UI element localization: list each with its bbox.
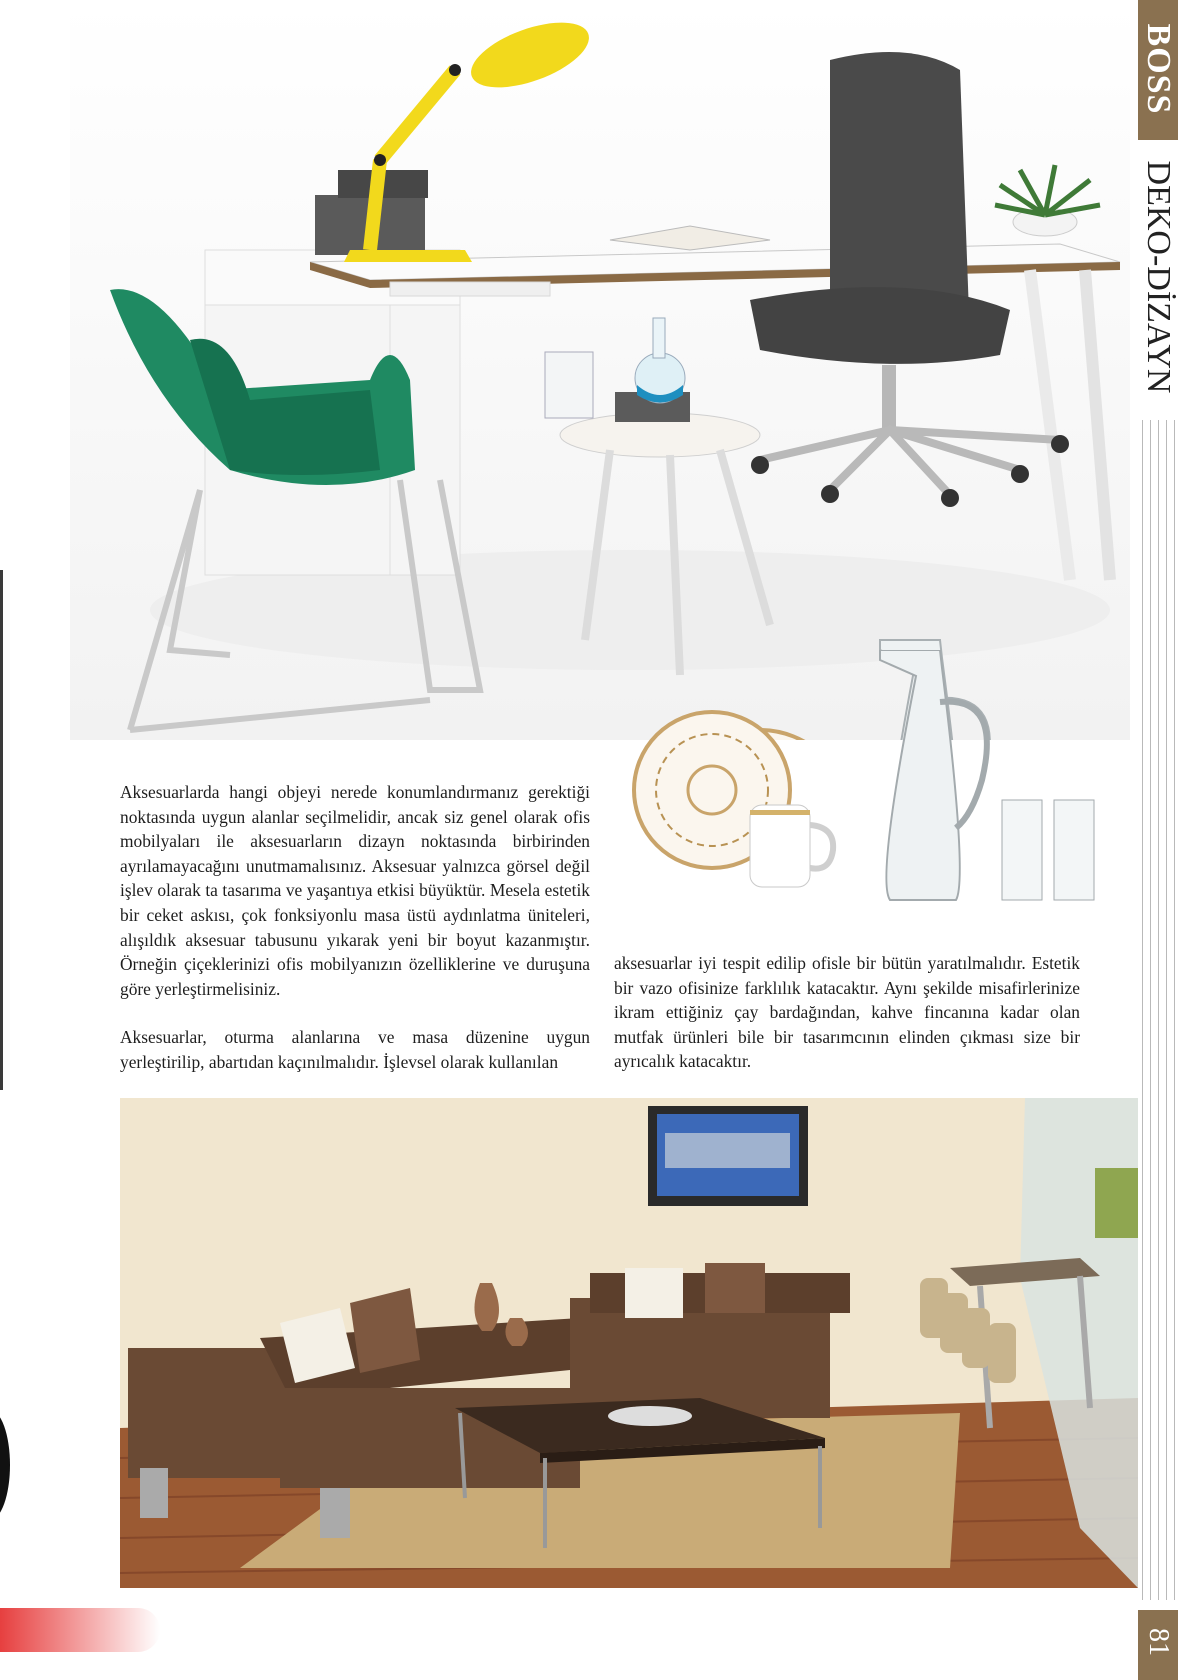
- tableware-photo: [630, 650, 1110, 920]
- article-right-column: [614, 951, 1080, 1098]
- edge-mark: [0, 570, 3, 1090]
- office-photo: [70, 0, 1130, 740]
- lounge-photo: [120, 1098, 1138, 1588]
- tableware-illustration: [630, 650, 1110, 920]
- spine-rule: [1142, 420, 1143, 1600]
- lounge-illustration: [120, 1098, 1138, 1588]
- edge-mark: [0, 1608, 160, 1652]
- spine-rule: [1174, 420, 1175, 1600]
- article-left-column: [120, 780, 590, 1099]
- paragraph: Aksesuarlar, oturma alanlarına ve masa düzenine uygun yerleştirilip, abartıdan kaçınılmalıdır. İşlevsel olarak kullanılan: [120, 1027, 590, 1072]
- spine-rule: [1166, 420, 1167, 1600]
- edge-mark: [0, 1410, 10, 1520]
- spine-rule: [1158, 420, 1159, 1600]
- paragraph: aksesuarlar iyi tespit edilip ofisle bir bütün yaratılmalıdır. Estetik bir vazo ofisinize farklılık katacaktır. Aynı şekilde misafirlerinize ikram ettiğiniz çay bardağından, kahve fincanına kadar olan mutfak ürünleri bile bir tasarımcının elinden çıkması size bir ayrıcalık katacaktır.: [614, 953, 1080, 1072]
- office-furniture-illustration: [70, 0, 1130, 740]
- page-number: 81: [1138, 1610, 1178, 1680]
- spine-rule: [1150, 420, 1151, 1600]
- brand-label: BOSS: [1138, 0, 1178, 140]
- paragraph: Aksesuarlarda hangi objeyi nerede konumlandırmanız gerektiği noktasında uygun alanlar seçilmelidir, ancak siz genel olarak ofis mobilyaları ile aksesuarların dizayn noktasında birbirinden ayrılamayacağını unutmamalısınız. Aksesuar yalnızca görsel değil işlev olarak ta tasarıma ve yaşantıya etkisi büyüktür. Mesela estetik bir ceket askısı, çok fonksiyonlu masa üstü aydınlatma üniteleri, alışıldık aksesuar tabusunu yıkarak yeni bir boyut kazanmıştır. Örneğin çiçeklerinizi ofis mobilyanızın özelliklerine ve duruşuna göre yerleştirmelisiniz.: [120, 782, 590, 999]
- section-title: DEKO-DİZAYN: [1140, 160, 1177, 394]
